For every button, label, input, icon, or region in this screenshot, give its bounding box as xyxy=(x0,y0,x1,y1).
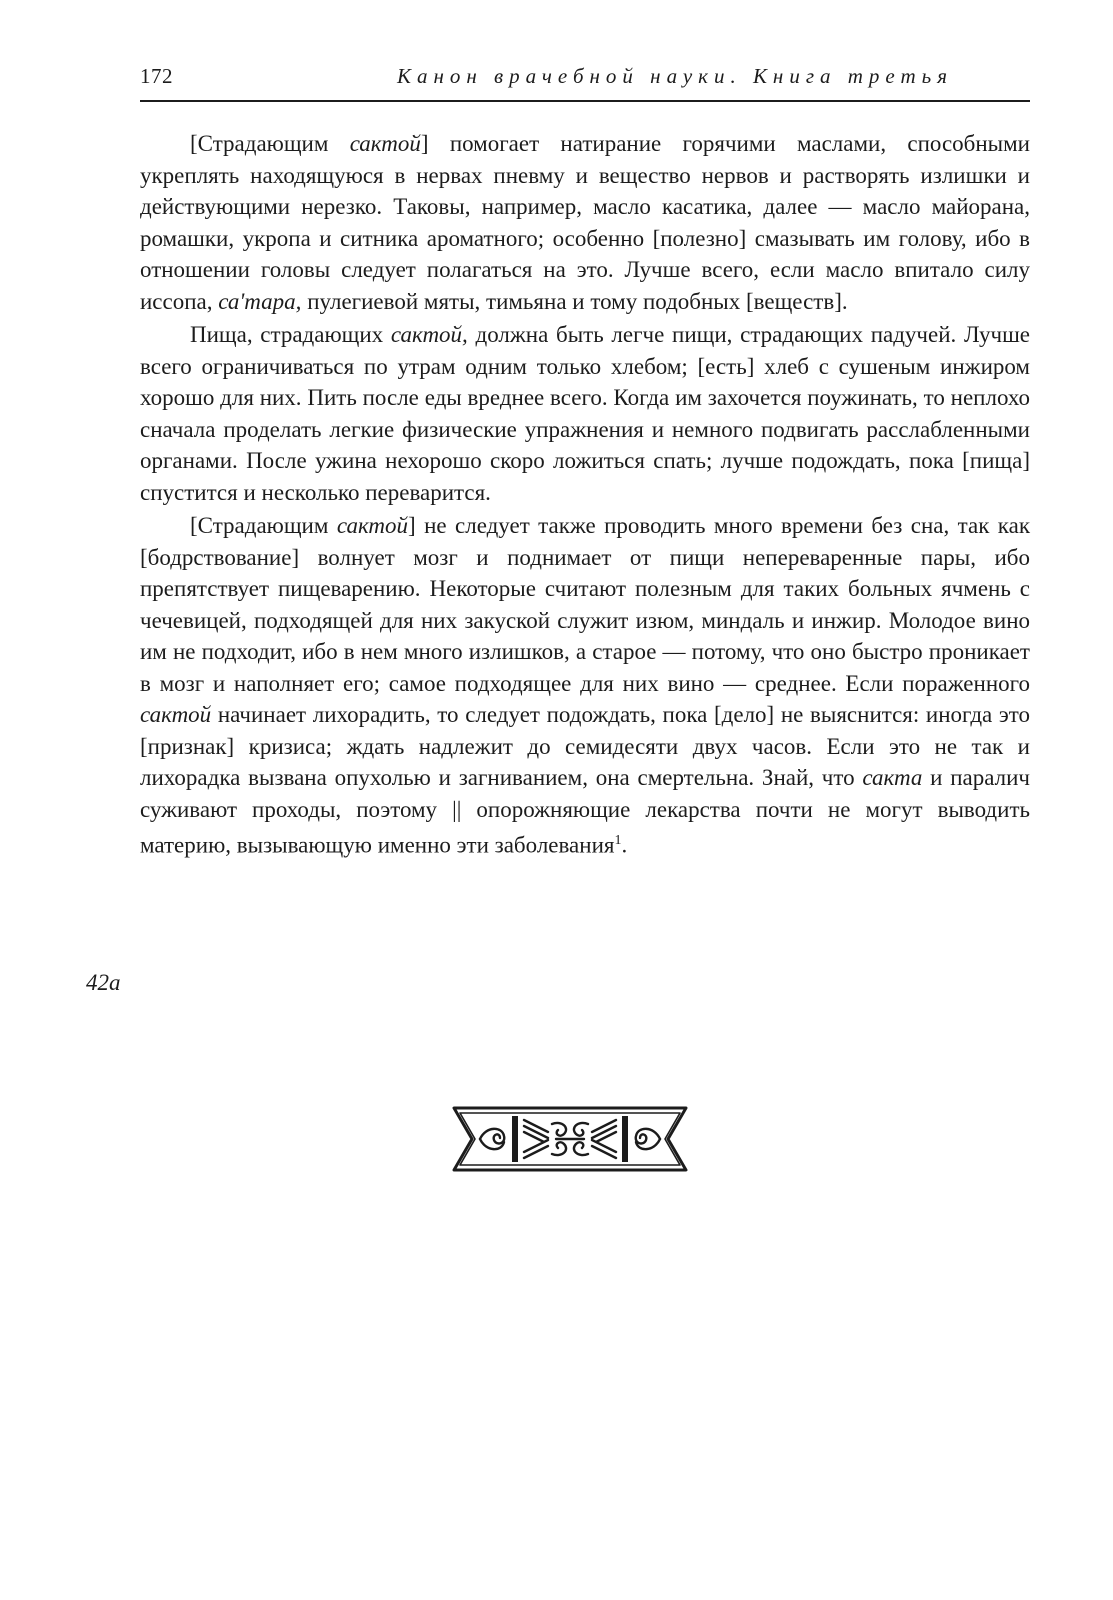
paragraph xyxy=(140,510,1030,861)
text-run: [Страдающим xyxy=(190,513,337,538)
paragraph xyxy=(140,319,1030,508)
text-run: Пища, страдающих xyxy=(190,322,391,347)
italic-term: сакта xyxy=(862,765,923,790)
text-run: ] помогает натирание горячими маслами, способными укреплять находящуюся в нервах пневму и вещество нервов и растворять излишки и действующими нерезко. Таковы, например, масло касатика, далее — масло майорана, ромашки, укропа и ситника ароматного; особенно [полезно] смазывать им голову, ибо в отношении головы следует полагаться на это. Лучше всего, если масло впитало силу иссопа, xyxy=(140,131,1030,314)
text-run: ] не следует также проводить много времени без сна, так как [бодрствование] волнует мозг и поднимает от пищи непереваренные пары, ибо препятствует пищеварению. Некоторые считают полезным для таких больных ячмень с чечевицей, подходящей для них закуской служит изюм, миндаль и инжир. Молодое вино им не подходит, ибо в нем много излишков, а старое — потому, что оно быстро проникает в мозг и наполняет его; самое подходящее для них вино — среднее. Если пораженного xyxy=(140,513,1031,696)
italic-term: сактой xyxy=(336,513,409,538)
text-run: [Страдающим xyxy=(190,131,350,156)
text-run: . xyxy=(621,832,628,858)
page-number: 172 xyxy=(140,64,173,88)
footnote-marker: 1 xyxy=(614,833,622,848)
italic-term: са'тара, xyxy=(218,288,302,314)
body-text xyxy=(140,128,1030,861)
margin-folio-note: 42a xyxy=(86,970,121,995)
text-run: начинает лихорадить, то следует подождать, пока [дело] не выяснится: иногда это [признак] кризиса; ждать надлежит до семидесяти двух часов. Если это не так и лихорадка вызвана опухолью и загниванием, она смертельна. Знай, что xyxy=(140,702,1030,790)
italic-term: сактой xyxy=(140,702,212,727)
text-run: должна быть легче пищи, страдающих падучей. Лучше всего ограничиваться по утрам одним только хлебом; [есть] хлеб с сушеным инжиром хорошо для них. Пить после еды вреднее всего. Когда им захочется поужинать, то неплохо сначала проделать легкие физические упражнения и немного подвигать расслабленными органами. После ужина нехорошо скоро ложиться спать; лучше подождать, пока [пища] спустится и несколько переварится. xyxy=(140,322,1030,505)
text-run: пулегиевой мяты, тимьяна и тому подобных [веществ]. xyxy=(301,288,848,314)
paragraph xyxy=(140,128,1030,317)
text-run: и паралич суживают проходы, поэтому || опорожняющие лекарства почти не могут выводить материю, вызывающую именно эти заболевания xyxy=(140,765,1030,858)
running-title: Канон врачебной науки. Книга третья xyxy=(397,64,953,88)
italic-term: сактой, xyxy=(390,322,468,347)
running-header xyxy=(140,62,1030,102)
decorative-tailpiece-icon xyxy=(452,1106,688,1172)
italic-term: сактой xyxy=(349,131,421,156)
